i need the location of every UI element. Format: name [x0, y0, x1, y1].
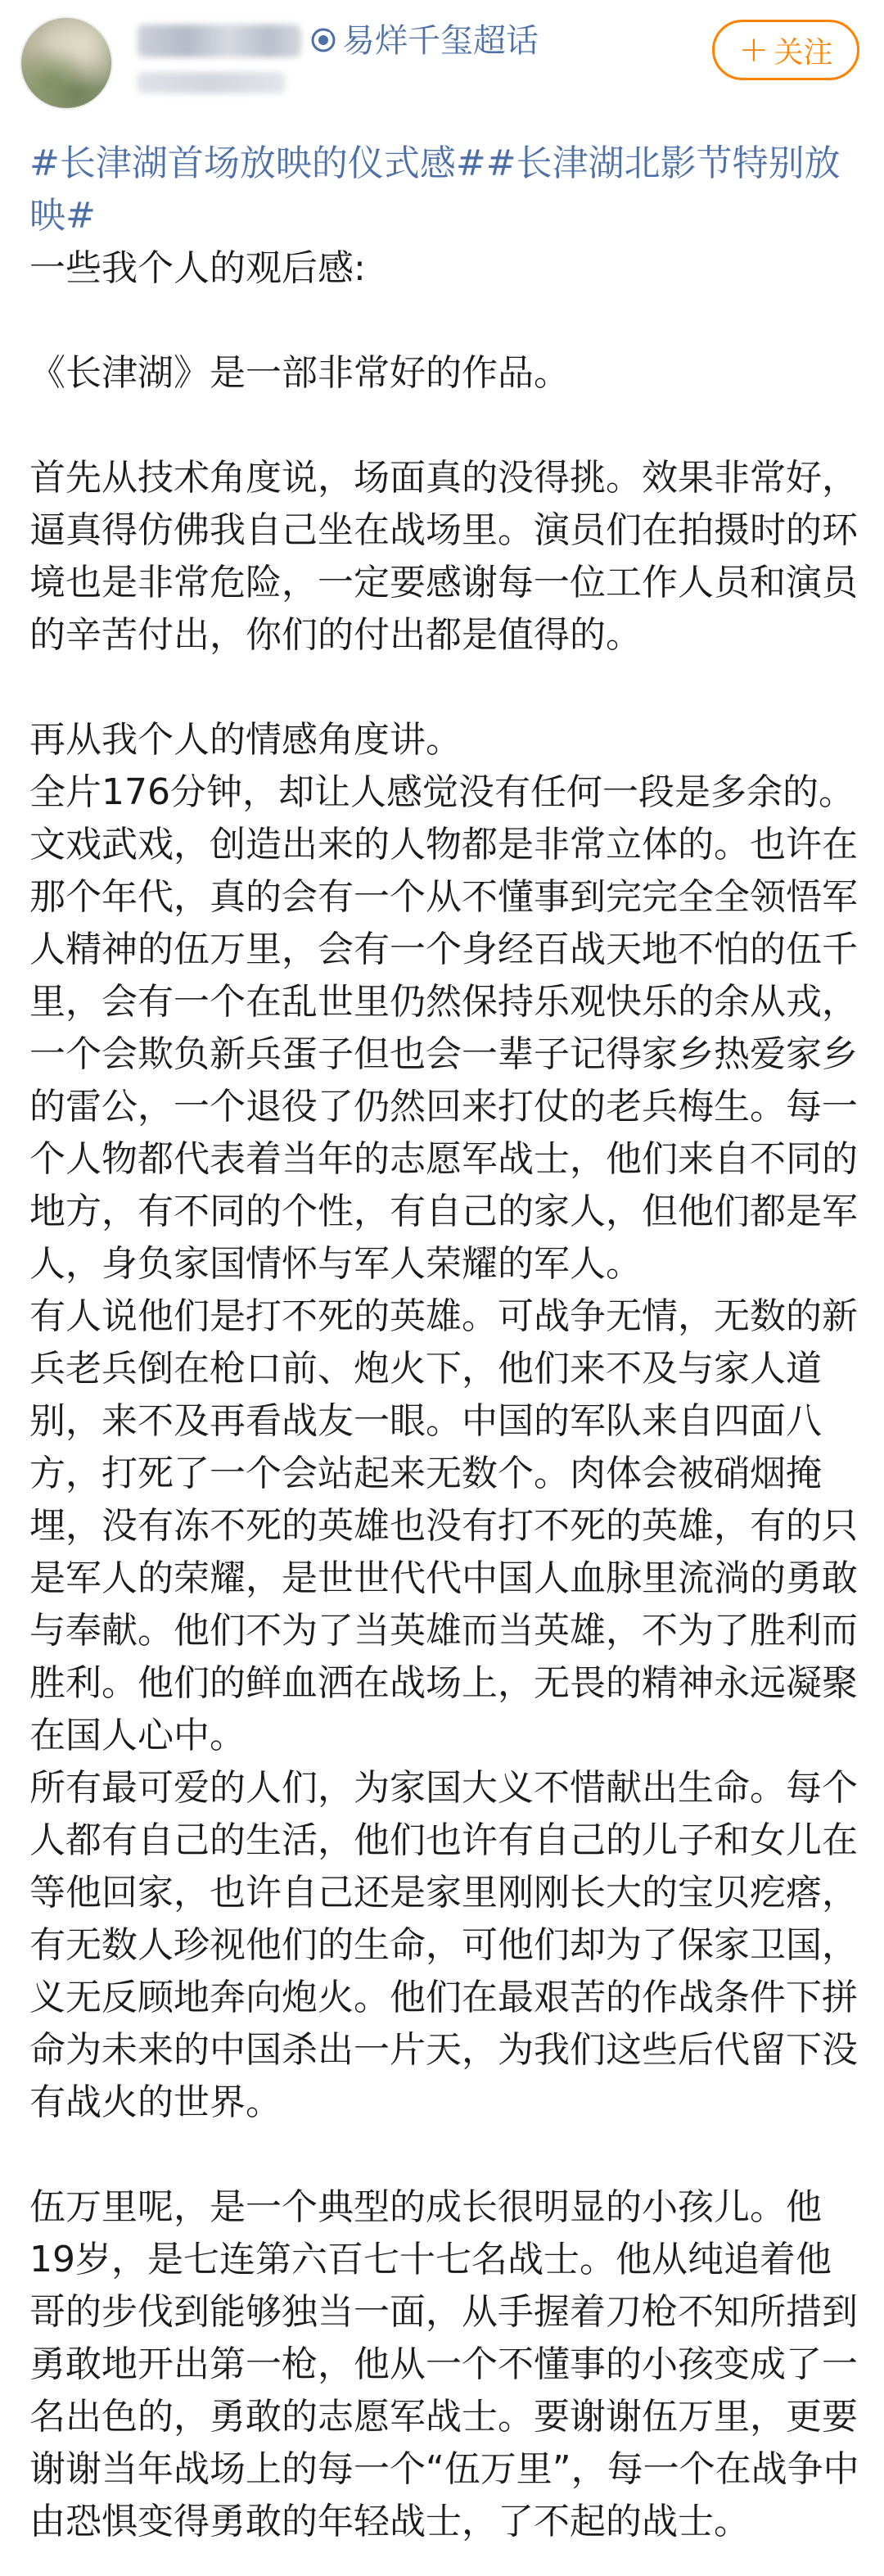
- paragraph-gap: [29, 662, 861, 714]
- paragraph-6: 有人说他们是打不死的英雄。可战争无情，无数的新兵老兵倒在枪口前、炮火下，他们来不及与家人道别，来不及再看战友一眼。中国的军队来自四面八方，打死了一个会站起来无数个。肉体会被硝烟掩埋，没有冻不死的英雄也没有打不死的英雄，有的只是军人的荣耀，是世世代代中国人血脉里流淌的勇敢与奉献。他们不为了当英雄而当英雄，不为了胜利而胜利。他们的鲜血洒在战场上，无畏的精神永远凝聚在国人心中。: [29, 1295, 858, 1756]
- paragraph-8: 伍万里呢，是一个典型的成长很明显的小孩儿。他19岁，是七连第六百七十七名战士。他从纯追着他哥的步伐到能够独当一面，从手握着刀枪不知所措到勇敢地开出第一枪，他从一个不懂事的小孩变成了一名出色的，勇敢的志愿军战士。要谢谢伍万里，更要谢谢当年战场上的每一个“伍万里”，每一个在战争中由恐惧变得勇敢的年轻战士，了不起的战士。: [29, 2186, 859, 2542]
- super-topic-icon: [311, 28, 336, 52]
- avatar-image-blurred: [21, 18, 111, 108]
- paragraph-3: 首先从技术角度说，场面真的没得挑。效果非常好，逼真得仿佛我自己坐在战场里。演员们在拍摄时的环境也是非常危险，一定要感谢每一位工作人员和演员的辛苦付出，你们的付出都是值得的。: [29, 457, 858, 656]
- hashtag-links[interactable]: #长津湖首场放映的仪式感##长津湖北影节特别放映#: [29, 142, 841, 237]
- paragraph-7: 所有最可爱的人们，为家国大义不惜献出生命。每个人都有自己的生活，他们也许有自己的儿子和女儿在等他回家，也许自己还是家里刚刚长大的宝贝疙瘩，有无数人珍视他们的生命，可他们却为了保家卫国，义无反顾地奔向炮火。他们在最艰苦的作战条件下拼命为未来的中国杀出一片天，为我们这些后代留下没有战火的世界。: [29, 1767, 858, 2123]
- username-blurred[interactable]: [138, 25, 301, 57]
- paragraph-gap: [29, 400, 861, 452]
- post-header: [0, 0, 884, 123]
- paragraph-gap: [29, 2129, 861, 2181]
- super-topic-name[interactable]: 易烊千玺超话: [342, 22, 539, 60]
- post-content: [29, 138, 861, 2548]
- paragraph-1: 一些我个人的观后感:: [29, 247, 366, 289]
- post-meta-blurred: [138, 72, 285, 93]
- paragraph-2: 《长津湖》是一部非常好的作品。: [29, 352, 570, 394]
- avatar[interactable]: [21, 18, 111, 108]
- follow-label: 关注: [774, 35, 833, 70]
- paragraph-4: 再从我个人的情感角度讲。: [29, 719, 462, 761]
- paragraph-gap: [29, 295, 861, 347]
- paragraph-5: 全片176分钟，却让人感觉没有任何一段是多余的。文戏武戏，创造出来的人物都是非常立体的。也许在那个年代，真的会有一个从不懂事到完完全全领悟军人精神的伍万里，会有一个身经百战天地不怕的伍千里，会有一个在乱世里仍然保持乐观快乐的余从戎，一个会欺负新兵蛋子但也会一辈子记得家乡热爱家乡的雷公，一个退役了仍然回来打仗的老兵梅生。每一个人物都代表着当年的志愿军战士，他们来自不同的地方，有不同的个性，有自己的家人，但他们都是军人，身负家国情怀与军人荣耀的军人。: [29, 771, 858, 1285]
- follow-button[interactable]: [712, 20, 859, 80]
- plus-icon: +: [738, 29, 769, 70]
